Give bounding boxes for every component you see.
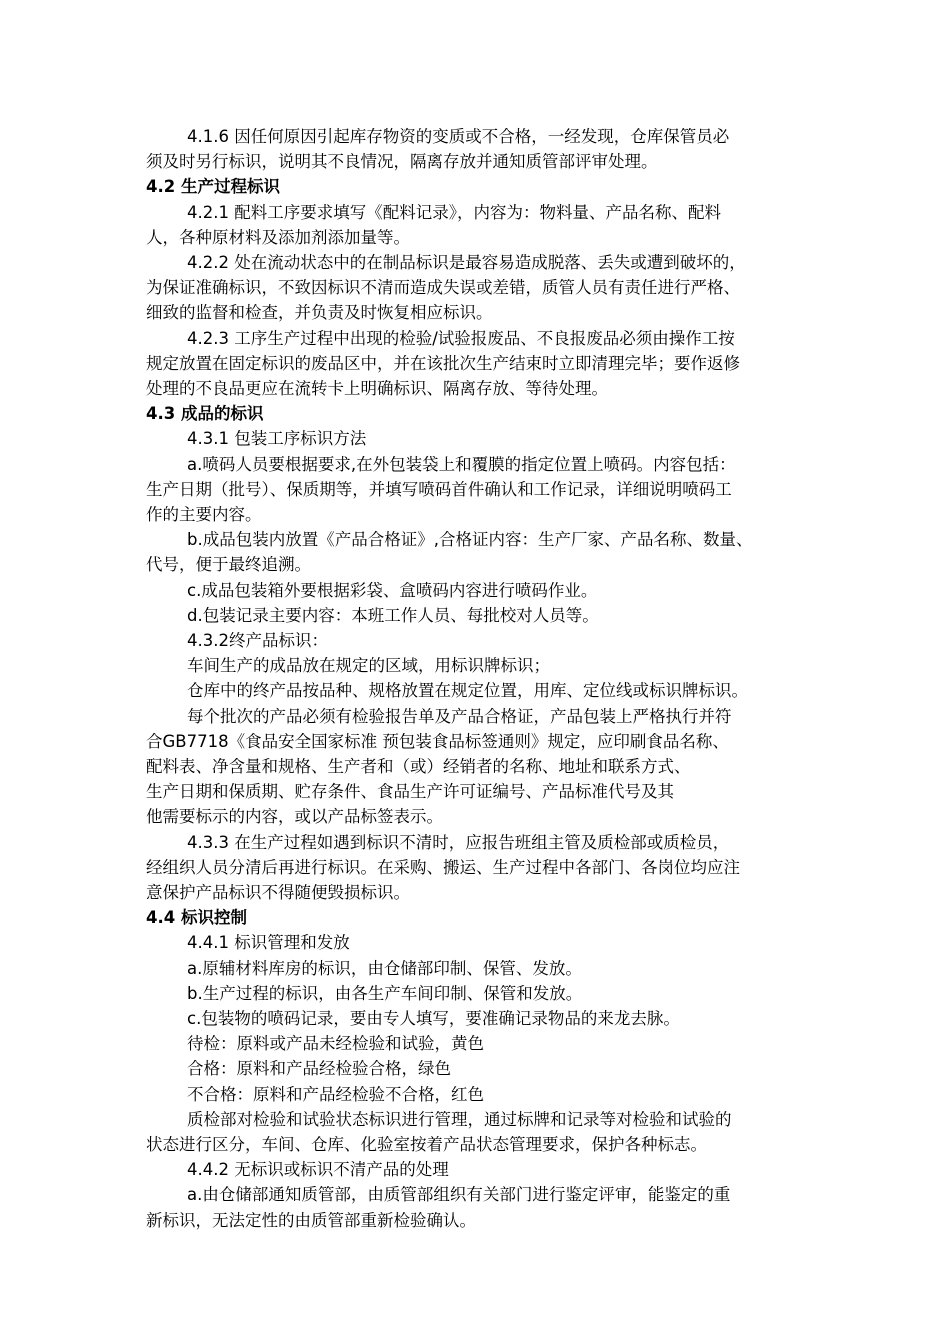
text-line: 生产日期（批号）、保质期等，并填写喷码首件确认和工作记录，详细说明喷码工 xyxy=(146,480,732,499)
text-line: 4.3.1 包装工序标识方法 xyxy=(187,429,367,448)
text-line: 质检部对检验和试验状态标识进行管理，通过标牌和记录等对检验和试验的 xyxy=(187,1110,732,1129)
text-line: 新标识，无法定性的由质管部重新检验确认。 xyxy=(146,1211,476,1230)
text-line: 经组织人员分清后再进行标识。在采购、搬运、生产过程中各部门、各岗位均应注 xyxy=(146,858,740,877)
text-line: 合格：原料和产品经检验合格，绿色 xyxy=(187,1059,451,1078)
text-line: d.包装记录主要内容：本班工作人员、每批校对人员等。 xyxy=(187,606,599,625)
text-line: 配料表、净含量和规格、生产者和（或）经销者的名称、地址和联系方式、 xyxy=(146,757,691,776)
section-heading: 4.2 生产过程标识 xyxy=(146,177,280,196)
text-line: 仓库中的终产品按品种、规格放置在规定位置，用库、定位线或标识牌标识。 xyxy=(187,681,748,700)
text-line: 4.2.3 工序生产过程中出现的检验/试验报废品、不良报废品必须由操作工按 xyxy=(187,329,735,348)
text-line: 每个批次的产品必须有检验报告单及产品合格证，产品包装上严格执行并符 xyxy=(187,707,732,726)
text-line: 状态进行区分，车间、仓库、化验室按着产品状态管理要求，保护各种标志。 xyxy=(146,1135,707,1154)
text-line: 4.4.2 无标识或标识不清产品的处理 xyxy=(187,1160,449,1179)
text-line: 生产日期和保质期、贮存条件、食品生产许可证编号、产品标准代号及其 xyxy=(146,782,674,801)
section-heading: 4.3 成品的标识 xyxy=(146,404,264,423)
text-line: 为保证准确标识，不致因标识不清而造成失误或差错，质管人员有责任进行严格、 xyxy=(146,278,740,297)
text-line: 代号，便于最终追溯。 xyxy=(146,555,311,574)
text-line: c.成品包装箱外要根据彩袋、盒喷码内容进行喷码作业。 xyxy=(187,581,598,600)
section-heading: 4.4 标识控制 xyxy=(146,908,247,927)
text-line: 人，各种原材料及添加剂添加量等。 xyxy=(146,228,410,247)
text-line: 细致的监督和检查，并负责及时恢复相应标识。 xyxy=(146,303,493,322)
text-line: 4.4.1 标识管理和发放 xyxy=(187,933,350,952)
text-line: 规定放置在固定标识的废品区中，并在该批次生产结束时立即清理完毕；要作返修 xyxy=(146,354,740,373)
text-line: 4.2.2 处在流动状态中的在制品标识是最容易造成脱落、丢失或遭到破坏的， xyxy=(187,253,746,272)
text-line: 他需要标示的内容，或以产品标签表示。 xyxy=(146,807,443,826)
text-line: 待检：原料或产品未经检验和试验，黄色 xyxy=(187,1034,484,1053)
text-line: 4.1.6 因任何原因引起库存物资的变质或不合格，一经发现，仓库保管员必 xyxy=(187,127,730,146)
text-line: 处理的不良品更应在流转卡上明确标识、隔离存放、等待处理。 xyxy=(146,379,608,398)
text-line: 意保护产品标识不得随便毁损标识。 xyxy=(146,883,410,902)
text-line: 4.3.3 在生产过程如遇到标识不清时，应报告班组主管及质检部或质检员， xyxy=(187,833,730,852)
text-line: 车间生产的成品放在规定的区域，用标识牌标识； xyxy=(187,656,550,675)
text-line: c.包装物的喷码记录，要由专人填写，要准确记录物品的来龙去脉。 xyxy=(187,1009,680,1028)
text-line: 4.3.2终产品标识： xyxy=(187,631,328,650)
text-line: b.生产过程的标识，由各生产车间印制、保管和发放。 xyxy=(187,984,583,1003)
text-line: b.成品包装内放置《产品合格证》,合格证内容：生产厂家、产品名称、数量、 xyxy=(187,530,753,549)
text-line: 须及时另行标识，说明其不良情况，隔离存放并通知质管部评审处理。 xyxy=(146,152,658,171)
text-line: 不合格：原料和产品经检验不合格，红色 xyxy=(187,1085,484,1104)
text-line: a.原辅材料库房的标识，由仓储部印制、保管、发放。 xyxy=(187,959,582,978)
text-line: a.喷码人员要根据要求,在外包装袋上和覆膜的指定位置上喷码。内容包括： xyxy=(187,455,736,474)
text-line: 作的主要内容。 xyxy=(146,505,262,524)
text-line: 合GB7718《食品安全国家标准 预包装食品标签通则》规定，应印刷食品名称、 xyxy=(146,732,729,751)
text-line: a.由仓储部通知质管部，由质管部组织有关部门进行鉴定评审，能鉴定的重 xyxy=(187,1185,731,1204)
text-line: 4.2.1 配料工序要求填写《配料记录》，内容为：物料量、产品名称、配料 xyxy=(187,203,721,222)
